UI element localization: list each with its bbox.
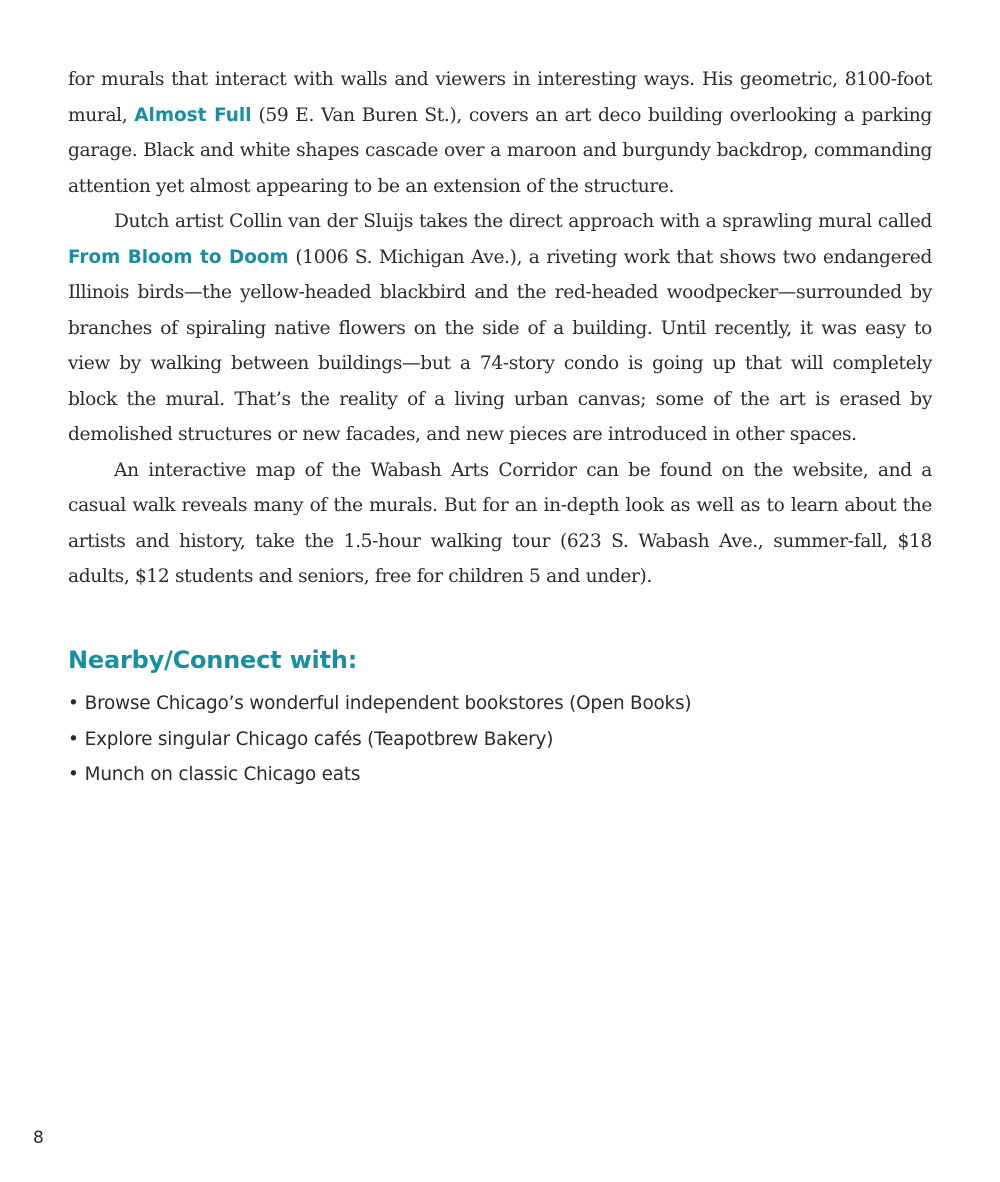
mural-name-from-bloom-to-doom: From Bloom to Doom [68, 246, 289, 268]
paragraph-2 [68, 204, 932, 453]
paragraph-2-text-end: (1006 S. Michigan Ave.), a riveting work that shows two endangered Illinois birds—the yellow-headed blackbird and the red-headed woodpecker—surrounded by branches of spiraling native flowers on the side of a building. Until recently, it was easy to view by walking between buildings—but a 74-story condo is going up that will completely block the mural. That’s the reality of a living urban canvas; some of the art is erased by demolished structures or new facades, and new pieces are introduced in other spaces. [68, 246, 932, 445]
mural-name-almost-full: Almost Full [134, 104, 252, 126]
article-body [68, 62, 932, 595]
paragraph-3: An interactive map of the Wabash Arts Corridor can be found on the website, and a casual walk reveals many of the murals. But for an in-depth look as well as to learn about the artists and history, take the 1.5-hour walking tour (623 S. Wabash Ave., summer-fall, $18 adults, $12 students and seniors, free for children 5 and under). [68, 459, 932, 587]
nearby-list [68, 686, 932, 793]
paragraph-1-text-start: for murals that interact with walls and viewers in interesting ways. His geometric, 8100-foot mural, [68, 69, 932, 126]
paragraph-1-text-end: (59 E. Van Buren St.), covers an art deco building overlooking a parking garage. Black and white shapes cascade over a maroon and burgundy backdrop, commanding attention yet almost appearing to be an extension of the structure. [68, 104, 932, 197]
nearby-section [68, 640, 932, 793]
page-number: 8 [33, 1128, 44, 1148]
nearby-item-cafes: • Explore singular Chicago cafés (Teapotbrew Bakery) [68, 722, 932, 758]
nearby-heading: Nearby/Connect with: [68, 646, 358, 674]
paragraph-2-text-start: Dutch artist Collin van der Sluijs takes the direct approach with a sprawling mural called [114, 211, 932, 232]
nearby-item-bookstores: • Browse Chicago’s wonderful independent bookstores (Open Books) [68, 686, 932, 722]
paragraph-1 [68, 62, 932, 204]
nearby-item-eats: • Munch on classic Chicago eats [68, 757, 932, 793]
